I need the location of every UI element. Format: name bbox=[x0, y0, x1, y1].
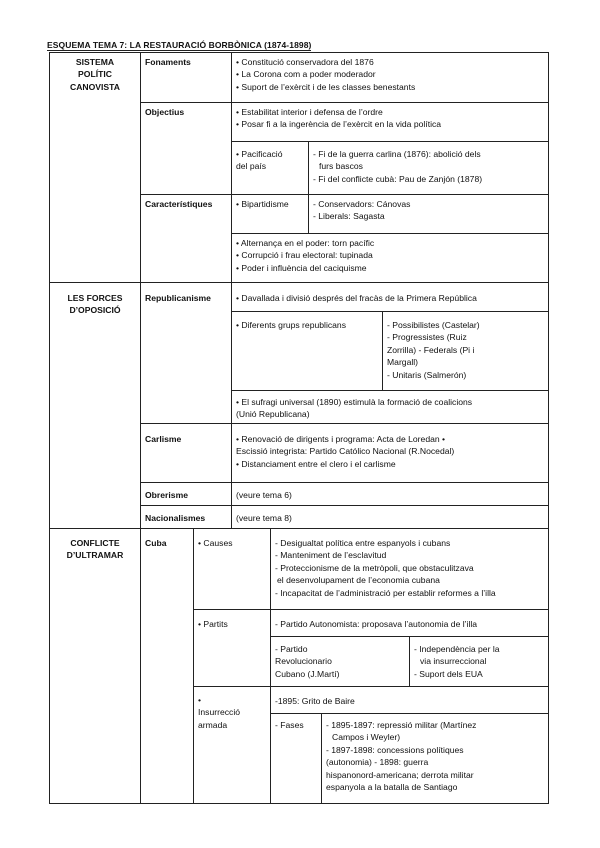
nacionalismes-label bbox=[140, 505, 232, 529]
nacionalismes-content bbox=[231, 505, 549, 529]
obrerisme-content bbox=[231, 482, 549, 506]
list-item: - Partido bbox=[275, 644, 308, 654]
section-sistema-label bbox=[49, 52, 141, 283]
partits-left bbox=[270, 636, 410, 687]
list-item: -1895: Grito de Baire bbox=[275, 696, 355, 706]
list-item: - Fi de la guerra carlina (1876): abolició dels bbox=[313, 149, 481, 159]
partits-label bbox=[193, 609, 271, 687]
list-item: • La Corona com a poder moderador bbox=[236, 69, 376, 80]
insurreccio-label-line: Insurrecció bbox=[198, 707, 241, 718]
grups-republicans-content bbox=[382, 311, 549, 391]
list-item: • Corrupció i frau electoral: tupinada bbox=[236, 250, 373, 261]
insurreccio-label bbox=[193, 686, 271, 804]
causes-label-text: • Causes bbox=[198, 538, 233, 548]
insurreccio-label-line: • bbox=[198, 695, 202, 705]
pacificacio-label-line: • Pacificació bbox=[236, 149, 283, 159]
section-label-line: LES FORCES bbox=[67, 293, 123, 303]
list-item: • Posar fi a la ingerència de l’exèrcit en la vida política bbox=[236, 119, 442, 130]
list-item: - Unitaris (Salmerón) bbox=[387, 369, 467, 380]
list-item: - Partido Autonomista: proposava l’autonomia de l’illa bbox=[275, 619, 478, 629]
carlisme-label-text: Carlisme bbox=[145, 434, 182, 444]
list-item: espanyola a la batalla de Santiago bbox=[326, 782, 458, 793]
bipartidisme-content bbox=[308, 194, 549, 234]
obrerisme-label bbox=[140, 482, 232, 506]
list-item: - 1897-1898: concessions polítiques bbox=[326, 744, 464, 755]
list-item: • El sufragi universal (1890) estimulà la formació de coalicions bbox=[236, 397, 473, 407]
partits-label-text: • Partits bbox=[198, 619, 228, 629]
cuba-label bbox=[140, 528, 194, 804]
section-label-line: D’ULTRAMAR bbox=[66, 550, 124, 561]
grups-label-text: • Diferents grups republicans bbox=[236, 320, 347, 330]
republicanisme-label-text: Republicanisme bbox=[145, 293, 211, 303]
list-item: - Proteccionisme de la metròpoli, que obstaculitzava bbox=[275, 562, 474, 573]
list-item: el desenvolupament de l’economia cubana bbox=[277, 575, 440, 586]
list-item: - 1895-1897: repressió militar (Martínez bbox=[326, 720, 477, 730]
list-item: - Independència per la bbox=[414, 644, 500, 654]
list-item: • Estabilitat interior i defensa de l’ordre bbox=[236, 107, 383, 117]
caracteristiques-label bbox=[140, 194, 232, 283]
grito-content bbox=[270, 686, 549, 714]
list-item: Margall) bbox=[387, 357, 419, 368]
list-item: Campos i Weyler) bbox=[332, 732, 401, 743]
fonaments-content bbox=[231, 52, 549, 103]
partits-item1 bbox=[270, 609, 549, 637]
section-label-line: SISTEMA bbox=[75, 57, 115, 67]
fonaments-label-text: Fonaments bbox=[145, 57, 191, 67]
list-item: • Poder i influència del caciquisme bbox=[236, 262, 367, 273]
section-label-line: POLÍTIC bbox=[78, 69, 112, 80]
list-item: furs bascos bbox=[319, 161, 363, 172]
pacificacio-content bbox=[308, 141, 549, 195]
list-item: - Liberals: Sagasta bbox=[313, 211, 385, 222]
pacificacio-label-line: del país bbox=[236, 161, 267, 172]
section-ultramar-label bbox=[49, 528, 141, 804]
sufragi-content bbox=[231, 390, 549, 424]
partits-right bbox=[409, 636, 549, 687]
list-item: - Manteniment de l’esclavitud bbox=[275, 550, 387, 561]
grups-republicans-label bbox=[231, 311, 383, 391]
bipartidisme-label-text: • Bipartidisme bbox=[236, 199, 289, 209]
list-item: - Incapacitat de l’administració per establir reformes a l’illa bbox=[275, 587, 496, 598]
section-label-line: D’OPOSICIÓ bbox=[69, 305, 121, 316]
list-item: Cubano (J.Martí) bbox=[275, 668, 340, 679]
list-item: • Constitució conservadora del 1876 bbox=[236, 57, 374, 67]
list-item: - Suport dels EUA bbox=[414, 668, 483, 679]
list-item: • Renovació de dirigents i programa: Acta de Loredan • bbox=[236, 434, 446, 444]
list-item: - Progressistes (Ruiz bbox=[387, 332, 467, 343]
obrerisme-value: (veure tema 6) bbox=[236, 490, 292, 500]
bipartidisme-label bbox=[231, 194, 309, 234]
list-item: • Davallada i divisió després del fracàs de la Primera República bbox=[236, 293, 477, 303]
caracteristiques-label-text: Característiques bbox=[145, 199, 213, 209]
nacionalismes-label-text: Nacionalismes bbox=[145, 513, 206, 523]
insurreccio-label-line: armada bbox=[198, 719, 228, 730]
republicanisme-label bbox=[140, 282, 232, 424]
list-item: Zorrilla) - Federals (Pi i bbox=[387, 344, 475, 355]
list-item: • Distanciament entre el clero i el carlisme bbox=[236, 458, 396, 469]
list-item: via insurreccional bbox=[420, 656, 487, 667]
objectius-label-text: Objectius bbox=[145, 107, 185, 117]
cuba-label-text: Cuba bbox=[145, 538, 167, 548]
list-item: • Suport de l’exèrcit i de les classes benestants bbox=[236, 81, 416, 92]
obrerisme-label-text: Obrerisme bbox=[145, 490, 188, 500]
causes-label bbox=[193, 528, 271, 610]
causes-content bbox=[270, 528, 549, 610]
list-item: • Alternança en el poder: torn pacífic bbox=[236, 238, 375, 248]
caracteristiques-content bbox=[231, 233, 549, 283]
fonaments-label bbox=[140, 52, 232, 103]
list-item: (autonomia) - 1898: guerra bbox=[326, 757, 429, 768]
carlisme-label bbox=[140, 423, 232, 483]
republicanisme-item1 bbox=[231, 282, 549, 312]
carlisme-content bbox=[231, 423, 549, 483]
section-oposicio-label bbox=[49, 282, 141, 529]
objectius-label bbox=[140, 102, 232, 195]
fases-label bbox=[270, 713, 322, 804]
pacificacio-label bbox=[231, 141, 309, 195]
list-item: - Conservadors: Cánovas bbox=[313, 199, 411, 209]
list-item: (Unió Republicana) bbox=[236, 409, 310, 420]
fases-label-text: - Fases bbox=[275, 720, 304, 730]
list-item: - Fi del conflicte cubà: Pau de Zanjón (1878) bbox=[313, 173, 483, 184]
list-item: - Desigualtat política entre espanyols i cubans bbox=[275, 538, 451, 548]
section-label-line: CONFLICTE bbox=[70, 538, 120, 548]
section-label-line: CANOVISTA bbox=[70, 81, 120, 92]
list-item: Escissió integrista: Partido Católico Nacional (R.Nocedal) bbox=[236, 446, 455, 457]
list-item: - Possibilistes (Castelar) bbox=[387, 320, 480, 330]
nacionalismes-value: (veure tema 8) bbox=[236, 513, 292, 523]
list-item: hispanonord-americana; derrota militar bbox=[326, 769, 474, 780]
page-title: ESQUEMA TEMA 7: LA RESTAURACIÓ BORBÒNICA (1874-1898) bbox=[47, 40, 312, 50]
list-item: Revolucionario bbox=[275, 656, 332, 667]
fases-content bbox=[321, 713, 549, 804]
objectius-content bbox=[231, 102, 549, 142]
